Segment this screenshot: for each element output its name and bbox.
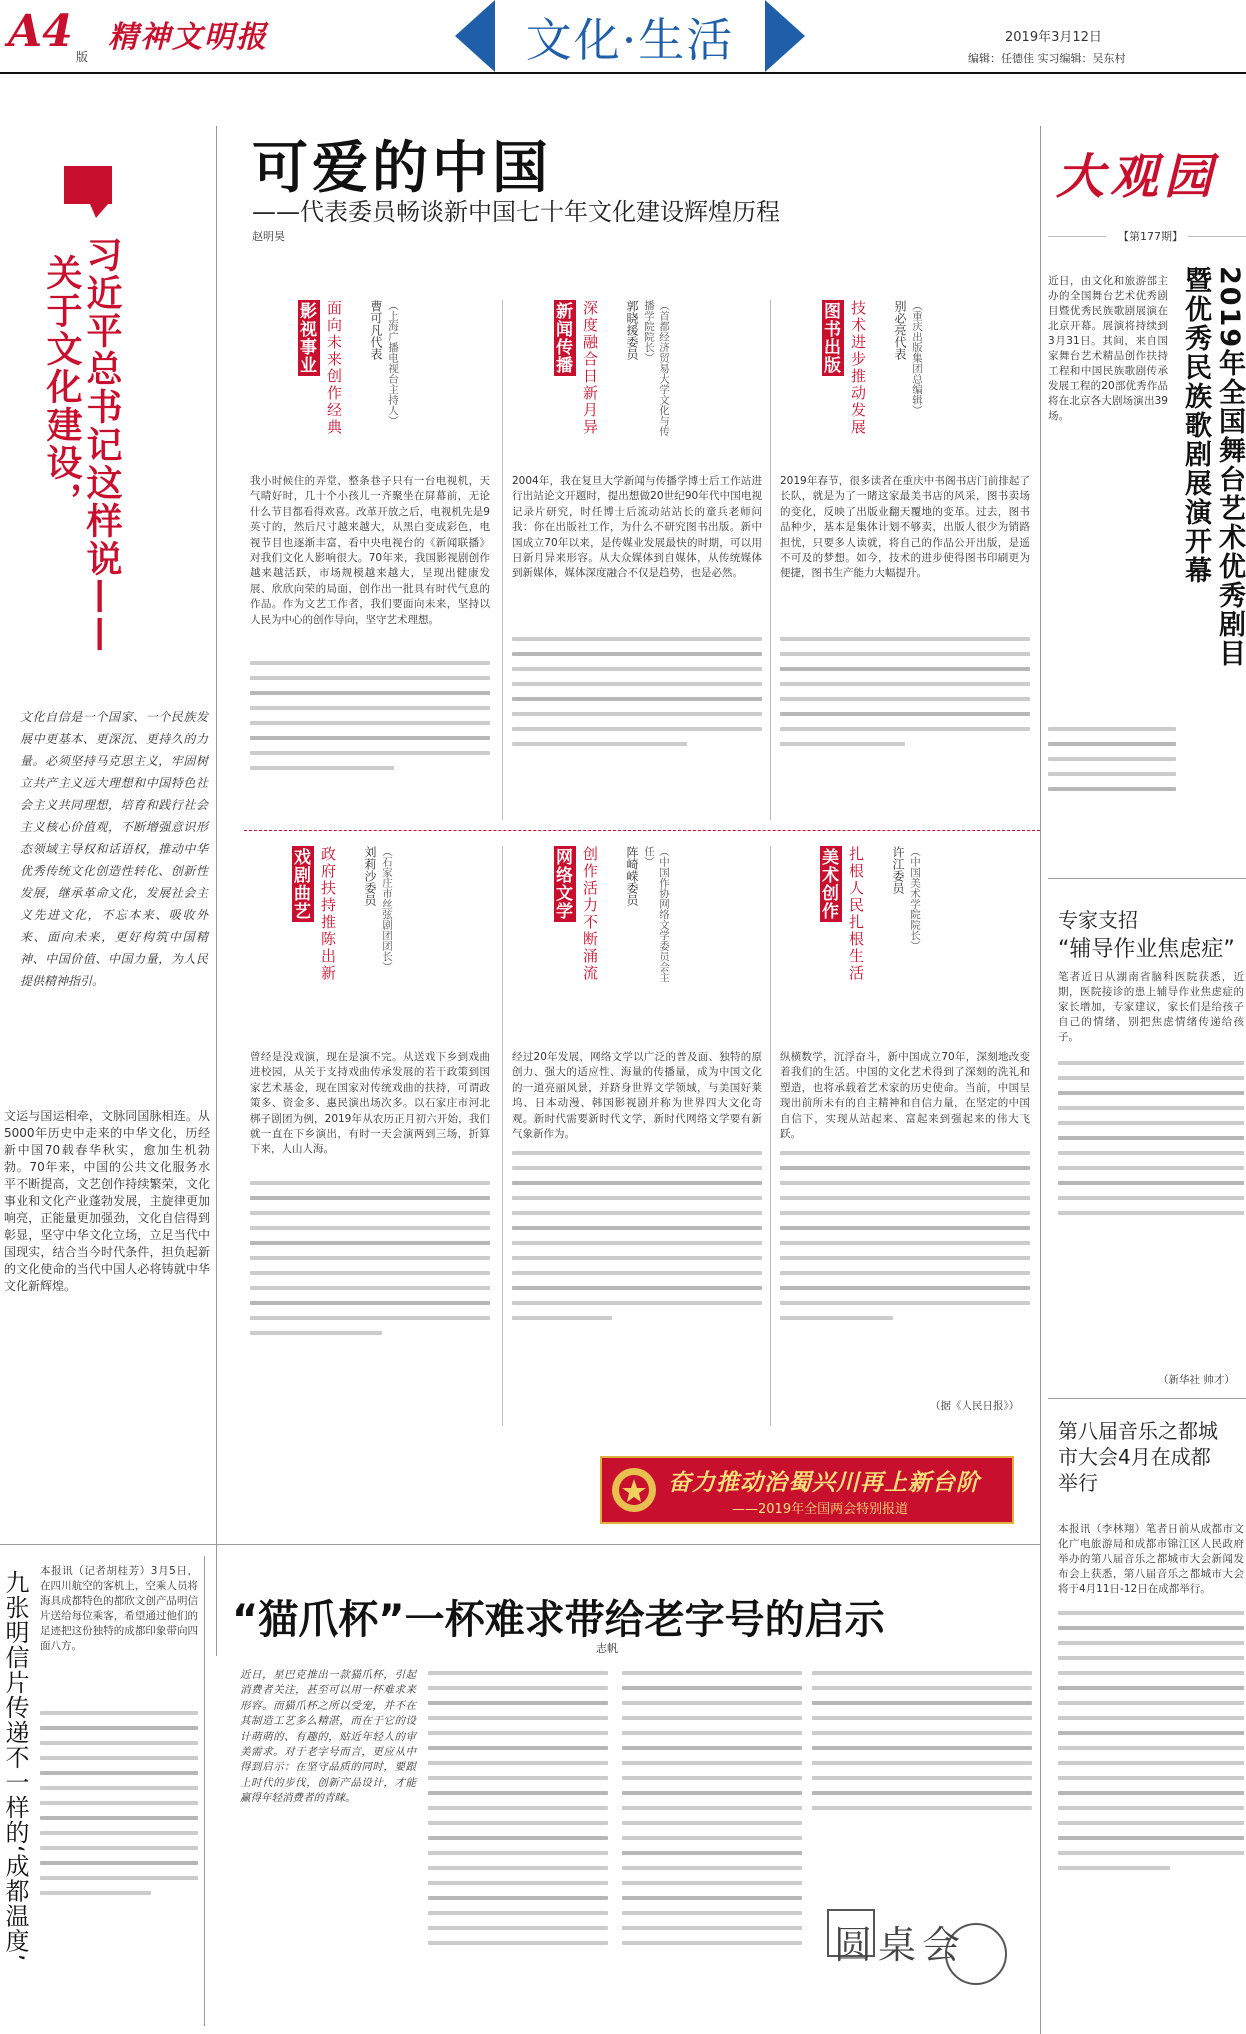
text-block: [812, 1660, 1032, 1821]
column-body-news: 2004年，我在复旦大学新闻与传播学博士后工作站进行出站论文开题时，提出想做20世纪90年代中国电视记录片研究，时任博士后流动站站长的童兵老师问我：你在出版社工作，为什么不研究图书出版。新中国成立70年以来，是传媒业发展最快的时期，可以用日新月异来形容。从大众媒体到自媒体，从传统媒体到新媒体，媒体深度融合不仅是趋势，也是必然。: [512, 475, 762, 580]
bottom-main-byline: 志帆: [596, 1642, 618, 1655]
right-headline-1: 2019年全国舞台艺术优秀剧目: [1214, 266, 1245, 669]
right-sidebar: [1048, 126, 1246, 2026]
column-title: 面向未来创作经典: [325, 300, 343, 436]
text-block: [40, 1700, 198, 1906]
column-title: 深度融合日新月异: [581, 300, 599, 436]
column-body-web-lit: 经过20年发展，网络文学以广泛的普及面、独特的原创力、强大的适应性、海量的传播量，成为中国文化的一道亮丽风景，并跻身世界文学领域，与美国好莱坞、日本动漫、韩国影视剧并称为世界四大文化奇观。新时代需要新时代文学，新时代网络文学要有新气象新作为。: [512, 1051, 762, 1141]
sidebar-headline-1: 习近平总书记这样说——: [81, 236, 123, 654]
story2-text: 笔者近日从湖南省脑科医院获悉，近期，医院接诊的患上辅导作业焦虑症的家长增加，专家建议，家长们是给孩子自己的情绪，别把焦虑情绪传递给孩子。: [1058, 971, 1244, 1043]
divider: [0, 1544, 1040, 1545]
text-block: [622, 1660, 802, 1956]
story2-source: （新华社 帅才）: [1158, 1374, 1235, 1386]
divider: [770, 846, 771, 1426]
divider: [502, 300, 503, 820]
text-block: [1058, 1050, 1244, 1226]
column-author: 郭晓援委员: [625, 300, 639, 360]
column-author: 阵崎嵘委员: [625, 846, 639, 906]
quote-icon: [60, 162, 118, 220]
roundtable-text: 圆桌会: [834, 1923, 967, 1967]
section-title: 文化·生活: [525, 13, 735, 67]
issue-date: 2019年3月12日: [1005, 30, 1102, 45]
text-block: [250, 1170, 490, 1346]
divider: [1188, 236, 1246, 237]
column-title: 创作活力不断涌流: [581, 846, 599, 982]
lead-subtitle: ——代表委员畅谈新中国七十年文化建设辉煌历程: [252, 198, 780, 226]
sidebar-headline-2: 关于文化建设，: [41, 254, 83, 520]
column-author: 别必亮代表: [893, 300, 907, 360]
column-tag: 美术创作: [820, 846, 842, 922]
divider: [1048, 236, 1106, 237]
banner-text: 奋力推动治蜀兴川再上新台阶: [668, 1469, 980, 1496]
column-title: 扎根人民扎根生活: [847, 846, 865, 982]
text-block: [780, 1140, 1030, 1331]
column-title: 技术进步推动发展: [849, 300, 867, 436]
column-body-art: 纵横数学，沉浮奋斗，新中国成立70年，深刻地改变着我们的生活。中国的文化艺术得到了深刻的洗礼和塑造，也将承载着艺术家的历史使命。当前，中国呈现出前所未有的自主精神和自信力量，在坚定的中国自信下，实现从站起来、富起来到强起来的伟大飞跃。: [780, 1051, 1030, 1141]
text-block: [780, 626, 1030, 757]
text-block: [1058, 1600, 1244, 1881]
lead-title: 可爱的中国: [252, 136, 552, 201]
section-right-arrow: [765, 0, 805, 72]
bottom-main-text: 近日，星巴克推出一款猫爪杯，引起消费者关注，甚至可以用一杯难求来形容。而猫爪杯之所以受宠，并不在其制造工艺多么精湛，而在于它的设计萌萌的、有趣的，贴近年轻人的审美需求。对于老字号而言，更应从中得到启示：在坚守品质的同时，要跟上时代的步伐，创新产品设计，才能赢得年轻消费者的青睐。: [240, 1669, 416, 1805]
divider: [204, 1556, 205, 2026]
banner-subtext: ——2019年全国两会特别报道: [732, 1502, 909, 1517]
right-lead-text: 近日，由文化和旅游部主办的全国舞台艺术优秀剧目暨优秀民族歌剧展演在北京开幕。展演将持续到3月31日。其间，来自国家舞台艺术精品创作扶持工程和中国民族歌剧传承发展工程的20部优秀作品将在北京各大剧场演出39场。: [1048, 275, 1168, 422]
divider: [1048, 878, 1246, 879]
column-author-role: （首都经济贸易大学文化与传播学院院长）: [643, 300, 670, 437]
text-block: [512, 1140, 762, 1331]
column-tag: 戏剧曲艺: [292, 846, 314, 922]
column-tag: 网络文学: [554, 846, 576, 922]
column-title: 政府扶持推陈出新: [319, 846, 337, 982]
column-author: 许江委员: [891, 846, 905, 894]
divider: [216, 126, 217, 1656]
column-author-role: （重庆出版集团总编辑）: [911, 300, 923, 416]
column-author-role: （石家庄市丝弦剧团团长）: [381, 846, 393, 972]
bottom-main-headline: “猫爪杯”一杯难求带给老字号的启示: [232, 1597, 885, 1643]
page-suffix: 版: [76, 50, 89, 64]
bottom-left-headline: 九张明信片传递不一样的‘成都温度’: [1, 1570, 29, 1963]
column-body-film: 我小时候住的弄堂，整条巷子只有一台电视机，天气晴好时，几十个小孩儿一齐聚坐在屏幕前，无论什么节目都看得欢喜。改革开放之后，电视机先是9英寸的，然后尺寸越来越大，从黑白变成彩色，电视节目也逐渐丰富，看中央电视台的《新闻联播》对我们文化人影响很大。70年来，我国影视剧创作越来越活跃，市场规模越来越大，呈现出健康发展、欣欣向荣的局面，创作出一批具有时代气息的作品。作为文艺工作者，我们要面向未来，坚持以人民为中心的创作导向，坚守艺术理想。: [250, 475, 490, 626]
divider: [770, 300, 771, 820]
sidebar-quote: 文化自信是一个国家、一个民族发展中更基本、更深沉、更持久的力量。必须坚持马克思主义，牢固树立共产主义远大理想和中国特色社会主义共同理想，培育和践行社会主义核心价值观，不断增强意识形态领域主导权和话语权，推动中华优秀传统文化创造性转化、创新性发展，继承革命文化，发展社会主义先进文化，不忘本来、吸收外来、面向未来，更好构筑中国精神、中国价值、中国力量，为人民提供精神指引。: [20, 710, 208, 988]
column-author-role: （中国作协网络文学委员会主任）: [643, 846, 670, 983]
sidebar-commentary: 文运与国运相牵，文脉同国脉相连。从5000年历史中走来的中华文化，历经新中国70载春华秋实，愈加生机勃勃。70年来，中国的公共文化服务水平不断提高，文艺创作持续繁荣，文化事业和文化产业蓬勃发展，主旋律更加响亮，正能量更加强劲，文化自信得到彰显，坚守中华文化立场，立足当代中国现实，结合当今时代条件，担负起新的文化使命的当代中国人必将铸就中华文化新辉煌。: [4, 1109, 210, 1293]
divider: [1048, 1398, 1246, 1399]
column-author: 刘莉沙委员: [363, 846, 377, 906]
row-separator: [244, 830, 1040, 831]
column-tag: 新闻传播: [554, 300, 576, 376]
story2-title: “辅导作业焦虑症”: [1058, 937, 1235, 962]
editors: 编辑：任德佳 实习编辑：吴东村: [968, 52, 1126, 65]
column-body-books: 2019年春节，很多读者在重庆中书阁书店门前排起了长队，就是为了一睹这家最美书店的风采，图书卖场的变化，反映了出版业翻天覆地的变革。过去，图书品种少，基本是集体计划不够卖，出版人很少为销路担忧，只要多人读就，将自己的作品公开出版，是遥不可及的梦想。如今，技术的进步使得图书印刷更为便捷，图书生产能力大幅提升。: [780, 475, 1030, 580]
lead-byline: 赵明昊: [252, 230, 285, 243]
left-sidebar: [0, 126, 215, 1076]
issue-number: 【第177期】: [1118, 230, 1183, 243]
section-left-arrow: [455, 0, 495, 72]
page-header: [0, 0, 1246, 72]
column-body-opera: 曾经是没戏演，现在是演不完。从送戏下乡到戏曲进校园，从关于支持戏曲传承发展的若干政策到国家艺术基金，现在国家对传统戏曲的扶持，可谓政策多、资金多、惠民演出场次多。以石家庄市河北梆子剧团为例，2019年从农历正月初六开始，我们就一直在下乡演出，有时一天会演两到三场，折算下来，人山人海。: [250, 1051, 490, 1156]
text-block: [512, 626, 762, 757]
right-headline-2: 暨优秀民族歌剧展演开幕: [1180, 266, 1211, 585]
column-author-role: （上海广播电视台主持人）: [387, 300, 399, 426]
header-rule: [0, 72, 1246, 74]
story3-text: 本报讯（李林翔）笔者日前从成都市文化广电旅游局和成都市锦江区人民政府举办的第八届音乐之都城市大会新闻发布会上获悉，第八届音乐之都城市大会将于4月11日-12日在成都举行。: [1058, 1523, 1244, 1595]
column-author: 曹可凡代表: [369, 300, 383, 360]
divider: [1040, 126, 1041, 2034]
story2-kicker: 专家支招: [1058, 908, 1138, 932]
text-block: [428, 1660, 608, 1956]
roundtable-logo: [826, 1900, 1026, 1990]
page-number: A4: [8, 6, 73, 57]
divider: [502, 846, 503, 1426]
newspaper-name: 精神文明报: [108, 20, 268, 55]
text-block: [1048, 716, 1176, 802]
brand-logo: 大观园: [1056, 149, 1219, 205]
art-source: （据《人民日报》）: [930, 1400, 1020, 1412]
column-tag: 图书出版: [822, 300, 844, 376]
emblem-icon: [610, 1466, 658, 1514]
column-tag: 影视事业: [298, 300, 320, 376]
story3-title: 第八届音乐之都城市大会4月在成都举行: [1058, 1419, 1218, 1495]
text-block: [250, 650, 490, 781]
column-author-role: （中国美术学院院长）: [909, 846, 921, 951]
bottom-left-text: 本报讯（记者胡桂芳）3月5日，在四川航空的客机上，空乘人员将海具成都特色的都欣文创产品明信片送给每位乘客，希望通过他们的足迹把这份独特的成都印象带向四面八方。: [40, 1565, 198, 1652]
two-sessions-banner: [600, 1456, 1014, 1524]
